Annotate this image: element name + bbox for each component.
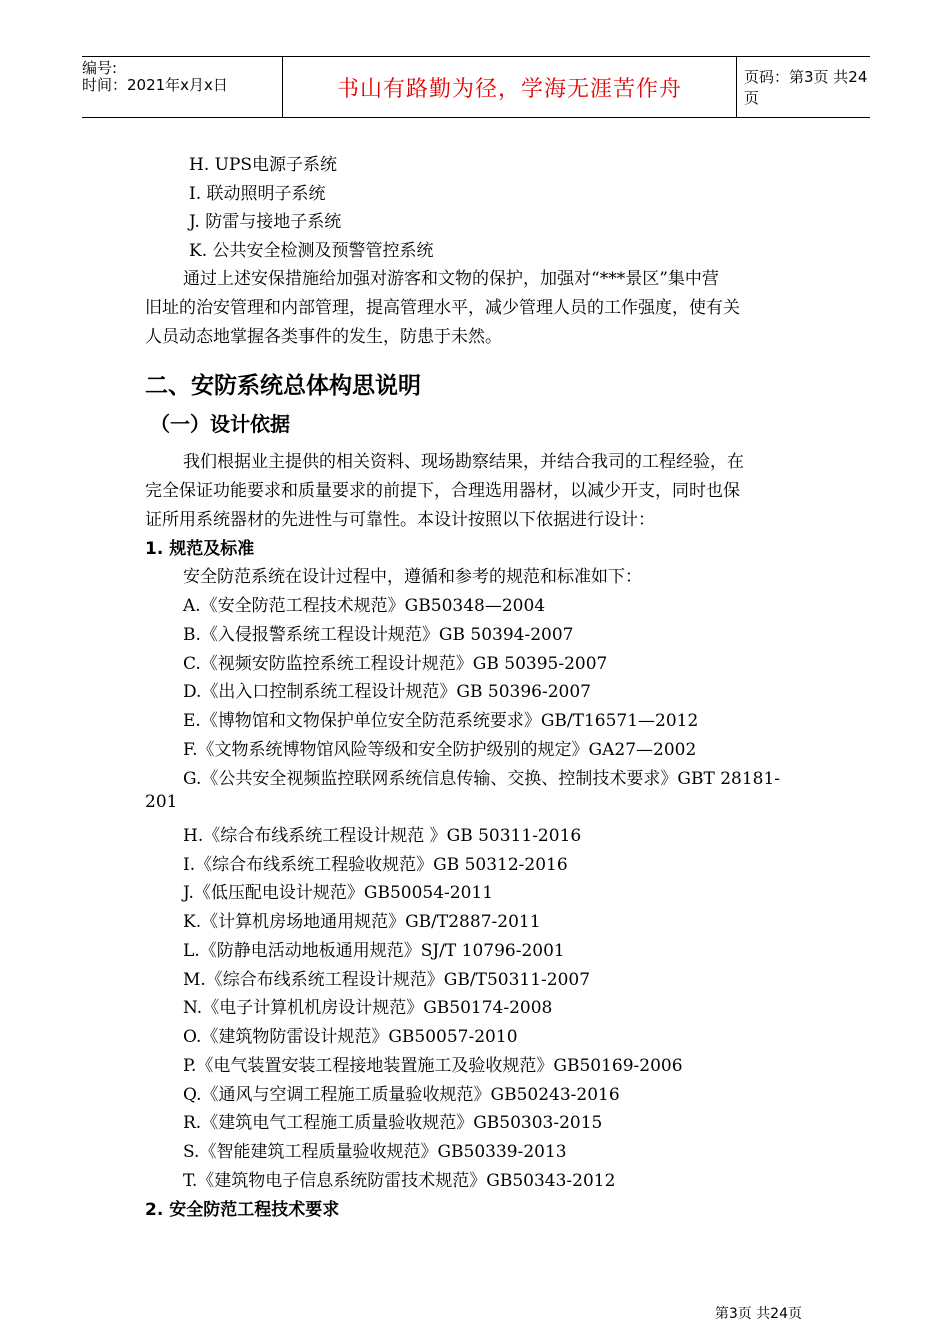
- standard-item: L.《防静电活动地板通用规范》SJ/T 10796-2001: [183, 941, 565, 961]
- paragraph-line: 完全保证功能要求和质量要求的前提下，合理选用器材，以减少开支，同时也保: [145, 481, 740, 501]
- standard-item-continued: 201: [145, 792, 178, 812]
- paragraph-line: 人员动态地掌握各类事件的发生，防患于未然。: [145, 327, 502, 347]
- list-item: J. 防雷与接地子系统: [189, 212, 342, 232]
- standard-item: R.《建筑电气工程施工质量验收规范》GB50303-2015: [183, 1113, 603, 1133]
- paragraph-line: 通过上述安保措施给加强对游客和文物的保护，加强对“***景区”集中营: [183, 269, 719, 289]
- standard-item: C.《视频安防监控系统工程设计规范》GB 50395-2007: [183, 654, 608, 674]
- standard-item: J.《低压配电设计规范》GB50054-2011: [183, 883, 494, 903]
- header-motto: 书山有路勤为径，学海无涯苦作舟: [282, 57, 737, 117]
- list-item: H. UPS电源子系统: [189, 155, 338, 175]
- heading-technical-requirements: 2. 安全防范工程技术要求: [145, 1200, 340, 1220]
- header-meta: [82, 57, 282, 120]
- heading-standards: 1. 规范及标准: [145, 539, 255, 559]
- header-page-info: 页码：第3页 共24页: [744, 68, 868, 107]
- standard-item: G.《公共安全视频监控联网系统信息传输、交换、控制技术要求》GBT 28181-: [183, 769, 781, 789]
- paragraph-line: 旧址的治安管理和内部管理，提高管理水平，减少管理人员的工作强度，使有关: [145, 298, 740, 318]
- standard-item: A.《安全防范工程技术规范》GB50348—2004: [183, 596, 546, 616]
- list-item: I. 联动照明子系统: [189, 184, 326, 204]
- standard-item: T.《建筑物电子信息系统防雷技术规范》GB50343-2012: [183, 1171, 616, 1191]
- standard-item: I.《综合布线系统工程验收规范》GB 50312-2016: [183, 855, 568, 875]
- standard-item: M.《综合布线系统工程设计规范》GB/T50311-2007: [183, 970, 591, 990]
- standard-item: F.《文物系统博物馆风险等级和安全防护级别的规定》GA27—2002: [183, 740, 697, 760]
- standard-item: E.《博物馆和文物保护单位安全防范系统要求》GB/T16571—2012: [183, 711, 699, 731]
- paragraph-line: 我们根据业主提供的相关资料、现场勘察结果，并结合我司的工程经验，在: [183, 452, 744, 472]
- standard-item: N.《电子计算机机房设计规范》GB50174-2008: [183, 998, 553, 1018]
- standard-item: O.《建筑物防雷设计规范》GB50057-2010: [183, 1027, 518, 1047]
- section-title: 二、安防系统总体构思说明: [145, 373, 421, 399]
- paragraph-line: 证所用系统器材的先进性与可靠性。本设计按照以下依据进行设计：: [145, 510, 655, 530]
- page-header: [82, 56, 870, 118]
- page-footer: 第3页 共24页: [714, 1306, 802, 1322]
- standards-intro: 安全防范系统在设计过程中，遵循和参考的规范和标准如下：: [183, 567, 642, 587]
- standard-item: H.《综合布线系统工程设计规范 》GB 50311-2016: [183, 826, 582, 846]
- subsection-title: （一）设计依据: [150, 412, 290, 436]
- standard-item: Q.《通风与空调工程施工质量验收规范》GB50243-2016: [183, 1085, 620, 1105]
- time-label: 时间：2021年x月x日: [82, 76, 228, 94]
- standard-item: P.《电气装置安装工程接地装置施工及验收规范》GB50169-2006: [183, 1056, 683, 1076]
- standard-item: B.《入侵报警系统工程设计规范》GB 50394-2007: [183, 625, 574, 645]
- number-label: 编号:: [82, 59, 118, 77]
- standard-item: K.《计算机房场地通用规范》GB/T2887-2011: [183, 912, 541, 932]
- list-item: K. 公共安全检测及预警管控系统: [189, 241, 434, 261]
- standard-item: D.《出入口控制系统工程设计规范》GB 50396-2007: [183, 682, 591, 702]
- standard-item: S.《智能建筑工程质量验收规范》GB50339-2013: [183, 1142, 567, 1162]
